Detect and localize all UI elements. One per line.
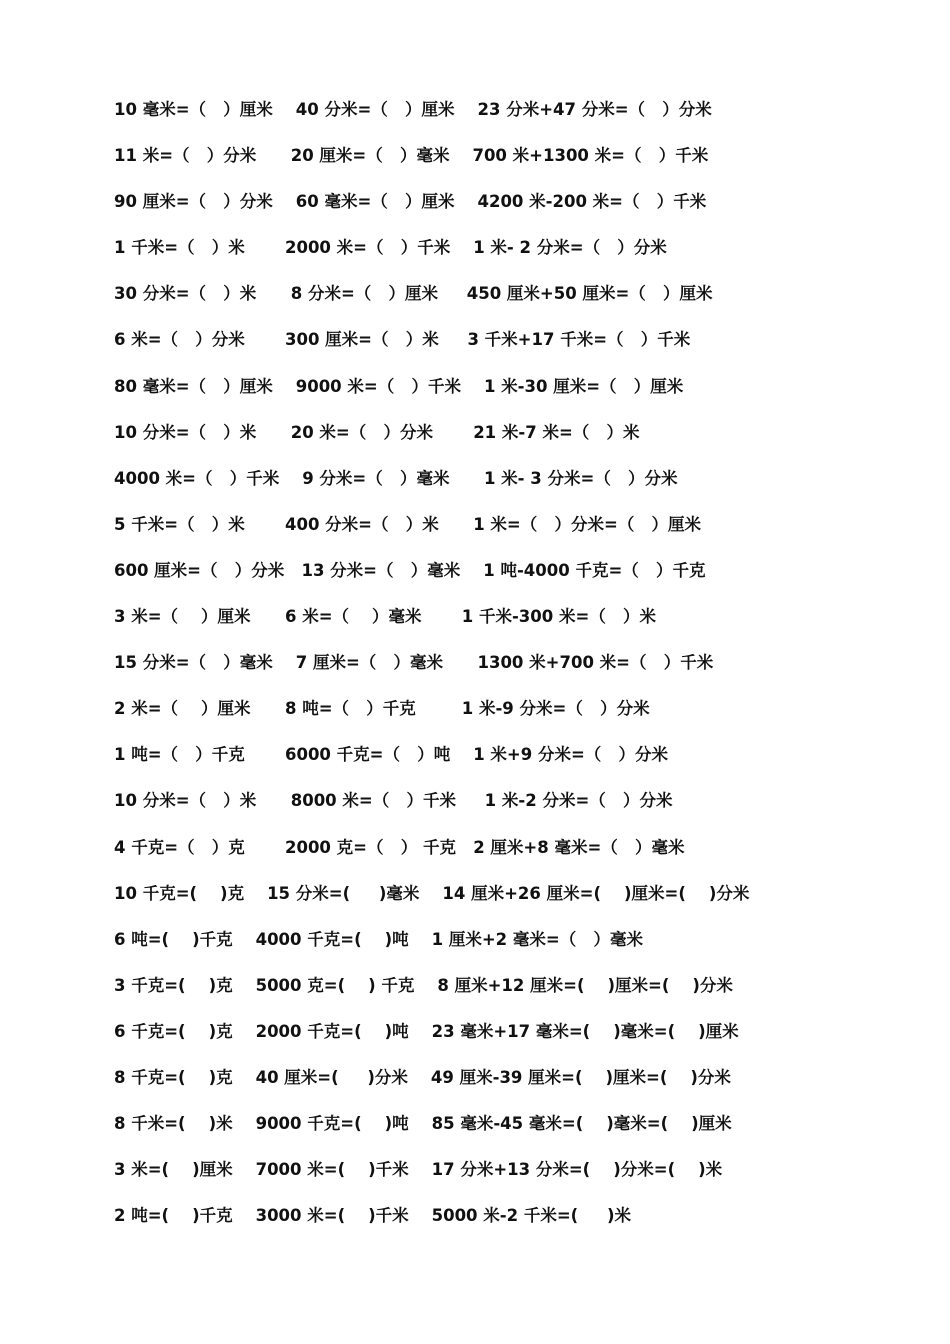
exercise-row-21: 6 千克=( )克 2000 千克=( )吨 23 毫米+17 毫米=( )毫米=( )厘米 xyxy=(114,1021,739,1041)
exercise-row-4: 1 千米=（ ）米 2000 米=（ ）千米 1 米- 2 分米=（ ）分米 xyxy=(114,238,667,258)
exercise-row-14: 2 米=（ ）厘米 8 吨=（ ）千克 1 米-9 分米=（ ）分米 xyxy=(114,699,650,719)
exercise-row-5: 30 分米=（ ）米 8 分米=（ ）厘米 450 厘米+50 厘米=（ ）厘米 xyxy=(114,284,713,304)
exercise-row-16: 10 分米=（ ）米 8000 米=（ ）千米 1 米-2 分米=（ ）分米 xyxy=(114,791,673,811)
exercise-row-3: 90 厘米=（ ）分米 60 毫米=（ ）厘米 4200 米-200 米=（ ）千米 xyxy=(114,192,707,212)
exercise-row-7: 80 毫米=（ ）厘米 9000 米=（ ）千米 1 米-30 厘米=（ ）厘米 xyxy=(114,376,684,396)
exercise-row-20: 3 千克=( )克 5000 克=( ) 千克 8 厘米+12 厘米=( )厘米=( )分米 xyxy=(114,975,733,995)
exercise-row-18: 10 千克=( )克 15 分米=( )毫米 14 厘米+26 厘米=( )厘米=( )分米 xyxy=(114,883,750,903)
exercise-row-6: 6 米=（ ）分米 300 厘米=（ ）米 3 千米+17 千米=（ ）千米 xyxy=(114,330,691,350)
exercise-row-11: 600 厘米=（ ）分米 13 分米=（ ）毫米 1 吨-4000 千克=（ ）千克 xyxy=(114,560,706,580)
exercise-row-22: 8 千克=( )克 40 厘米=( )分米 49 厘米-39 厘米=( )厘米=( )分米 xyxy=(114,1067,731,1087)
exercise-row-10: 5 千米=（ ）米 400 分米=（ ）米 1 米=（ ）分米=（ ）厘米 xyxy=(114,514,702,534)
exercise-row-2: 11 米=（ ）分米 20 厘米=（ ）毫米 700 米+1300 米=（ ）千米 xyxy=(114,146,709,166)
exercise-row-19: 6 吨=( )千克 4000 千克=( )吨 1 厘米+2 毫米=（ ）毫米 xyxy=(114,929,643,949)
exercise-row-8: 10 分米=（ ）米 20 米=（ ）分米 21 米-7 米=（ ）米 xyxy=(114,422,640,442)
exercise-row-15: 1 吨=（ ）千克 6000 千克=（ ）吨 1 米+9 分米=（ ）分米 xyxy=(114,745,669,765)
exercise-row-12: 3 米=（ ）厘米 6 米=（ ）毫米 1 千米-300 米=（ ）米 xyxy=(114,607,657,627)
exercise-row-17: 4 千克=（ ）克 2000 克=（ ） 千克 2 厘米+8 毫米=（ ）毫米 xyxy=(114,837,685,857)
exercise-row-25: 2 吨=( )千克 3000 米=( )千米 5000 米-2 千米=( )米 xyxy=(114,1206,631,1226)
exercise-row-9: 4000 米=（ ）千米 9 分米=（ ）毫米 1 米- 3 分米=（ ）分米 xyxy=(114,468,678,488)
exercise-row-24: 3 米=( )厘米 7000 米=( )千米 17 分米+13 分米=( )分米=( )米 xyxy=(114,1160,723,1180)
unit-conversion-worksheet xyxy=(114,96,874,1248)
exercise-row-1: 10 毫米=（ ）厘米 40 分米=（ ）厘米 23 分米+47 分米=（ ）分米 xyxy=(114,100,712,119)
exercise-row-23: 8 千米=( )米 9000 千克=( )吨 85 毫米-45 毫米=( )毫米=( )厘米 xyxy=(114,1114,732,1134)
exercise-row-13: 15 分米=（ ）毫米 7 厘米=（ ）毫米 1300 米+700 米=（ ）千米 xyxy=(114,653,714,673)
